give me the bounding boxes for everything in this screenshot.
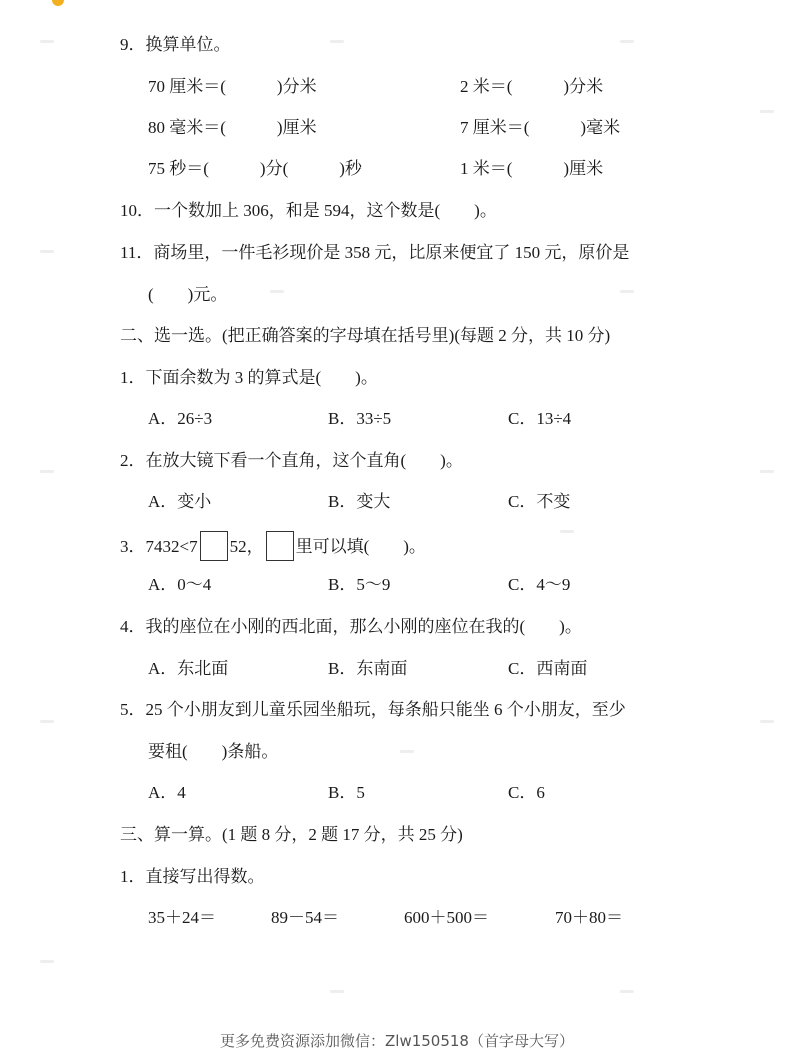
s2-q4-option-c: C．西南面	[508, 659, 588, 678]
s2-q5-option-c: C．6	[508, 783, 545, 802]
q9-row3-left: 75 秒＝( )分( )秒	[148, 159, 362, 178]
q9-row2-left: 80 毫米＝( )厘米	[148, 118, 317, 137]
s3-q1-text: 1．直接写出得数。	[120, 867, 265, 886]
watermark-mark	[330, 990, 344, 993]
section2-heading: 二、选一选。(把正确答案的字母填在括号里)(每题 2 分，共 10 分)	[120, 326, 611, 345]
watermark-mark	[760, 720, 774, 723]
s2-q5-line1: 5．25 个小朋友到儿童乐园坐船玩，每条船只能坐 6 个小朋友，至少	[120, 700, 626, 719]
blank-box	[200, 531, 228, 561]
watermark-mark	[40, 960, 54, 963]
s2-q4-stem: 4．我的座位在小刚的西北面，那么小刚的座位在我的( )。	[120, 617, 582, 636]
s2-q3-mid: 52，	[229, 536, 264, 556]
watermark-mark	[620, 40, 634, 43]
s2-q3-option-a: A．0～4	[148, 575, 212, 594]
s2-q3-post: 里可以填( )。	[295, 536, 426, 556]
corner-dot-icon	[52, 0, 64, 6]
s2-q1-stem: 1．下面余数为 3 的算式是( )。	[120, 368, 378, 387]
s2-q1-option-c: C．13÷4	[508, 409, 572, 428]
s2-q1-option-a: A．26÷3	[148, 409, 213, 428]
q9-title: 9．换算单位。	[120, 35, 231, 54]
q9-row1-right: 2 米＝( )分米	[460, 77, 604, 96]
watermark-mark	[330, 40, 344, 43]
calc-item: 89－54＝	[271, 908, 339, 927]
watermark-mark	[40, 720, 54, 723]
watermark-mark	[40, 470, 54, 473]
watermark-mark	[270, 290, 284, 293]
watermark-mark	[400, 750, 414, 753]
q9-row3-right: 1 米＝( )厘米	[460, 159, 604, 178]
watermark-mark	[620, 290, 634, 293]
watermark-mark	[760, 470, 774, 473]
s2-q1-option-b: B．33÷5	[328, 409, 392, 428]
s2-q2-option-c: C．不变	[508, 492, 571, 511]
s2-q2-stem: 2．在放大镜下看一个直角，这个直角( )。	[120, 451, 463, 470]
watermark-mark	[760, 110, 774, 113]
s2-q3-option-c: C．4～9	[508, 575, 571, 594]
calc-item: 600＋500＝	[404, 908, 489, 927]
s2-q3-stem	[120, 533, 426, 563]
watermark-mark	[560, 530, 574, 533]
watermark-mark	[40, 250, 54, 253]
s2-q5-option-a: A．4	[148, 783, 186, 802]
s2-q2-option-a: A．变小	[148, 492, 212, 511]
section3-heading: 三、算一算。(1 题 8 分，2 题 17 分，共 25 分)	[120, 825, 463, 844]
q9-row1-left: 70 厘米＝( )分米	[148, 77, 317, 96]
q11-line2: ( )元。	[148, 285, 228, 304]
s2-q3-pre: 3．7432<7	[120, 536, 198, 556]
s2-q3-option-b: B．5～9	[328, 575, 391, 594]
q9-row2-right: 7 厘米＝( )毫米	[460, 118, 621, 137]
calc-item: 70＋80＝	[555, 908, 623, 927]
s2-q5-option-b: B．5	[328, 783, 365, 802]
s2-q5-line2: 要租( )条船。	[148, 742, 279, 761]
blank-box	[266, 531, 294, 561]
q10-text: 10．一个数加上 306，和是 594，这个数是( )。	[120, 201, 497, 220]
s2-q4-option-a: A．东北面	[148, 659, 229, 678]
q11-line1: 11．商场里，一件毛衫现价是 358 元，比原来便宜了 150 元，原价是	[120, 243, 630, 262]
footer-notice: 更多免费资源添加微信：Zlw150518（首字母大写）	[220, 1032, 574, 1050]
watermark-mark	[40, 40, 54, 43]
s2-q2-option-b: B．变大	[328, 492, 391, 511]
s2-q4-option-b: B．东南面	[328, 659, 408, 678]
watermark-mark	[620, 990, 634, 993]
calc-item: 35＋24＝	[148, 908, 216, 927]
